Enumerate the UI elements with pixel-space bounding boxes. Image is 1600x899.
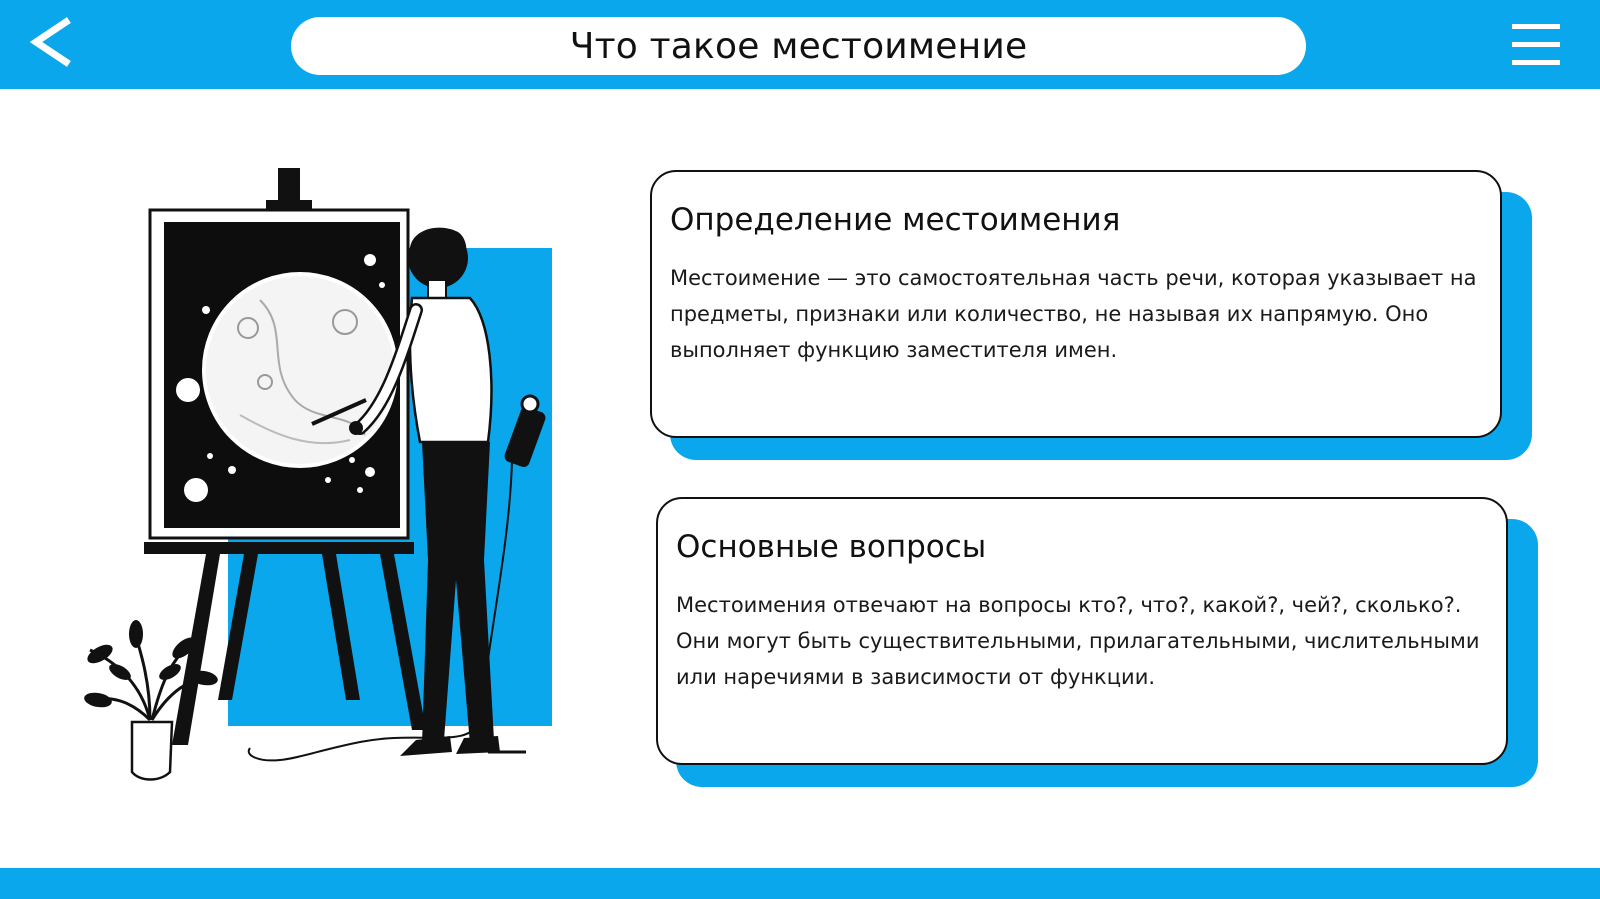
bottom-bar: [0, 868, 1600, 899]
artist-painting-moon-illustration: [60, 160, 580, 800]
questions-card-body: [656, 497, 1508, 765]
chevron-left-icon: [22, 14, 82, 70]
page-title-container: [291, 17, 1306, 75]
questions-card-title: Основные вопросы: [676, 529, 987, 565]
definition-card-text: Местоимение — это самостоятельная часть речи, которая указывает на предметы, признаки или количество, не называя их напрямую. Оно выполняет функцию заместителя имен.: [670, 266, 1477, 362]
back-button[interactable]: [22, 14, 82, 70]
questions-card-text: Местоимения отвечают на вопросы кто?, что?, какой?, чей?, сколько?. Они могут быть существительными, прилагательными, числительными или наречиями в зависимости от функции.: [676, 593, 1480, 689]
menu-button[interactable]: [1508, 20, 1564, 70]
definition-card: [650, 170, 1535, 462]
questions-card: [656, 497, 1541, 789]
definition-card-title: Определение местоимения: [670, 202, 1121, 238]
top-bar: [0, 0, 1600, 89]
artist-illustration: [60, 160, 580, 800]
hamburger-menu-icon: [1508, 20, 1564, 70]
page-title: Что такое местоимение: [569, 25, 1028, 67]
definition-card-body: [650, 170, 1502, 438]
